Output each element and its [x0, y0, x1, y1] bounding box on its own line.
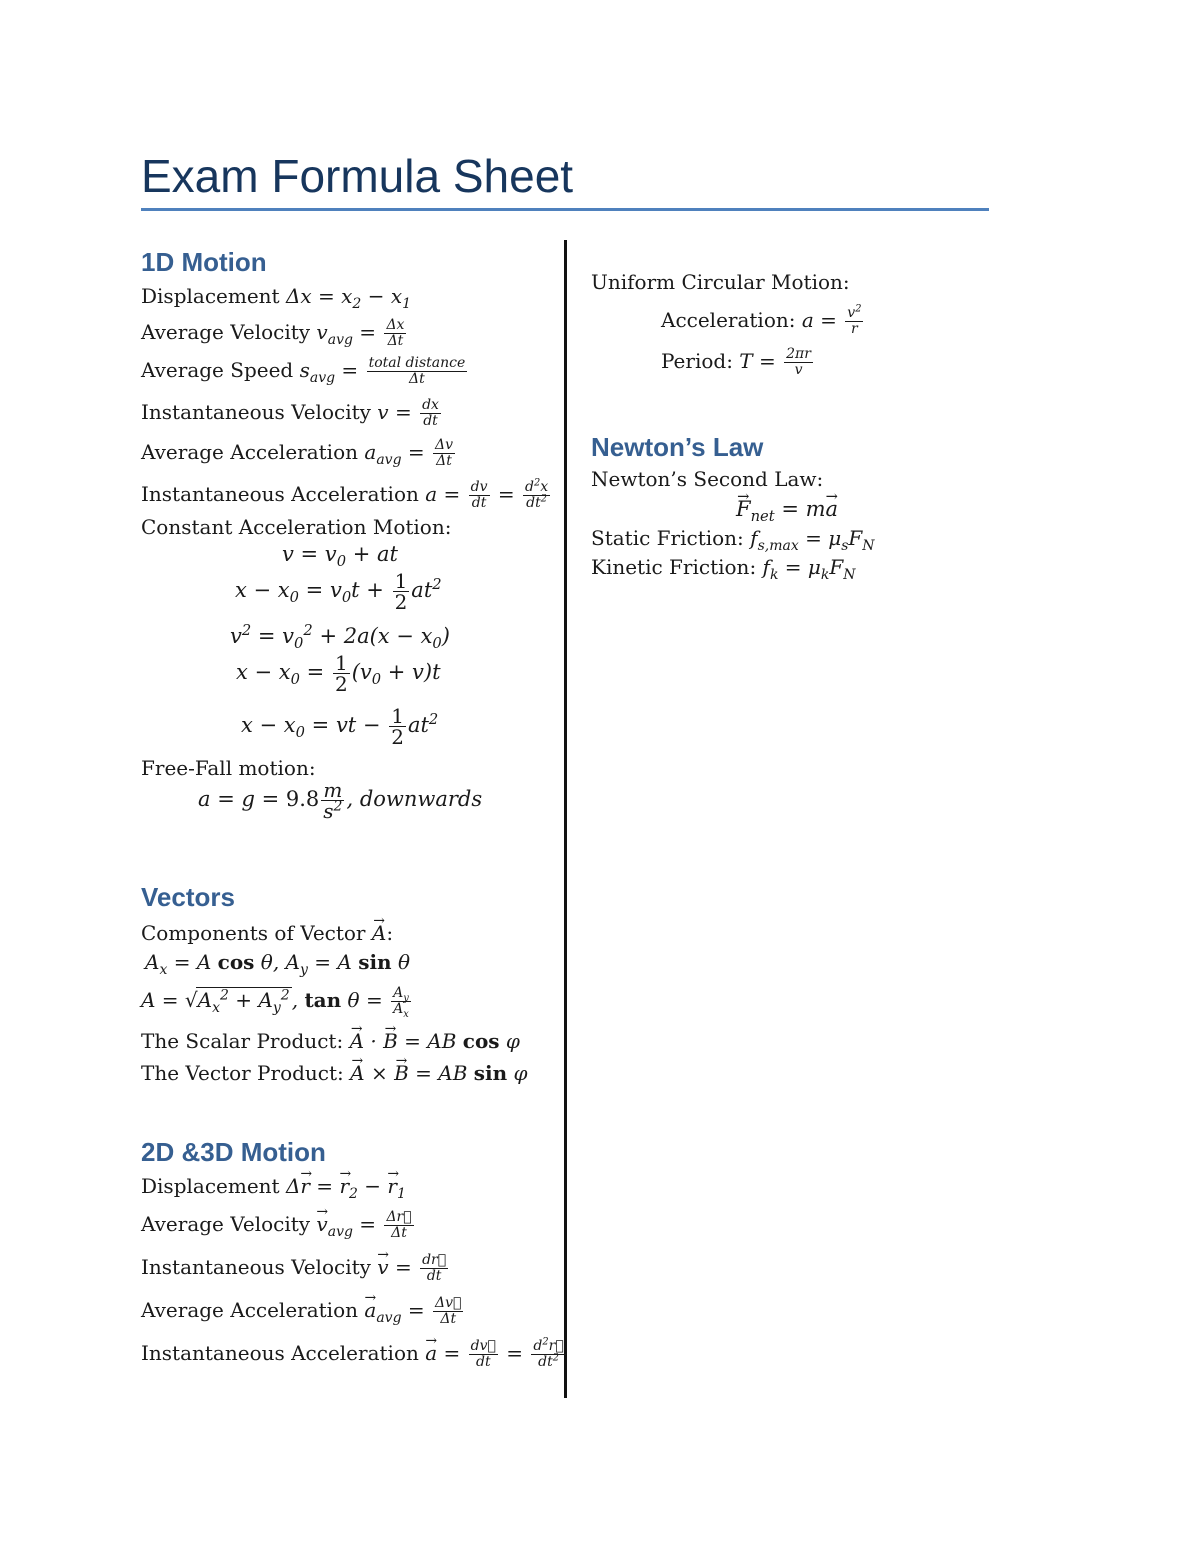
- equation-free-fall: a = g = 9.8 $\frac{m}{s^2}$ , downwards: [198, 778, 483, 823]
- formula-static-friction: Static Friction: $f_{s,max} = \mu_sF_N$: [591, 526, 875, 554]
- label-free-fall: Free-Fall motion:: [141, 756, 316, 780]
- column-divider: [564, 240, 567, 1398]
- heading-newtons-law: Newton’s Law: [591, 432, 764, 462]
- formula-vector-components: $A_x = A$ cos θ, $A_y = A$ sin θ: [145, 950, 410, 978]
- formula-instantaneous-acceleration-1d: Instantaneous Acceleration a = $\frac{dv}{dt}$ = $\frac{d^2x}{dt^2}$: [141, 477, 549, 511]
- label-newtons-second-law: Newton’s Second Law:: [591, 467, 824, 491]
- heading-2d-3d-motion: 2D &3D Motion: [141, 1137, 326, 1167]
- page-title: Exam Formula Sheet: [141, 150, 574, 202]
- heading-vectors: Vectors: [141, 882, 235, 912]
- equation-kinematic-2: $x - x_0 = v_0t$ + $\frac{1}{2}$ $at^2$: [235, 569, 442, 614]
- formula-average-velocity-1d: Average Velocity $v_{avg}$ = $\frac{\Delta x}{\Delta t}$: [141, 317, 405, 349]
- equation-net-force: → $F_{net} = m\to a$: [736, 497, 838, 521]
- formula-vector-product: The Vector Product: → A × → B = AB sin φ: [141, 1061, 528, 1085]
- label-constant-acceleration: Constant Acceleration Motion:: [141, 515, 452, 539]
- formula-centripetal-acceleration: Acceleration: a = $\frac{v^2}{r}$: [661, 303, 862, 337]
- formula-scalar-product: The Scalar Product: → A · → B = AB cos φ: [141, 1029, 520, 1053]
- label-vector-components: Components of Vector → A:: [141, 921, 393, 945]
- formula-displacement-1d: Displacement $\Delta x = x_2 - x_1$: [141, 284, 412, 312]
- formula-average-velocity-2d: Average Velocity → $v_{avg}$ = $\frac{\Delta r⃗}{\Delta t}$: [141, 1210, 416, 1241]
- formula-instantaneous-velocity-2d: Instantaneous Velocity → v = $\frac{dr⃗}{dt}$: [141, 1253, 450, 1284]
- formula-instantaneous-acceleration-2d: Instantaneous Acceleration → a = $\frac{dv⃗}{dt}$ = $\frac{d^2r⃗}{dt^2}$: [141, 1339, 568, 1370]
- equation-kinematic-5: $x - x_0$ = vt − $\frac{1}{2}$ $at^2$: [241, 704, 439, 749]
- formula-kinetic-friction: Kinetic Friction: $f_k = \mu_kF_N$: [591, 555, 856, 583]
- formula-vector-magnitude: $A = √A_x^2 + A_y^2$ , tan θ = $\frac{A_y}{A_x}$: [141, 985, 409, 1020]
- formula-average-acceleration-2d: Average Acceleration → $a_{avg}$ = $\frac{\Delta v⃗}{\Delta t}$: [141, 1296, 465, 1327]
- heading-1d-motion: 1D Motion: [141, 247, 267, 277]
- formula-period: Period: T = $\frac{2\pi r}{v}$: [661, 346, 811, 378]
- formula-instantaneous-velocity-1d: Instantaneous Velocity v = $\frac{dx}{dt}$: [141, 397, 439, 429]
- label-uniform-circular-motion: Uniform Circular Motion:: [591, 270, 850, 294]
- title-rule: [141, 208, 989, 211]
- equation-kinematic-3: $v^2 = v_0^2 + 2a(x - x_0)$: [230, 622, 450, 653]
- formula-average-acceleration-1d: Average Acceleration $a_{avg}$ = $\frac{\Delta v}{\Delta t}$: [141, 437, 454, 469]
- equation-kinematic-4: $x - x_0$ = $\frac{1}{2}$ $(v_0 + v)t$: [236, 651, 441, 696]
- formula-average-speed: Average Speed $s_{avg}$ = total distance Δt: [141, 355, 466, 387]
- formula-displacement-2d: Displacement Δ→ r = → $r_2$ − → $r_1$: [141, 1174, 406, 1198]
- equation-kinematic-1: $v = v_0$ + at: [282, 542, 398, 571]
